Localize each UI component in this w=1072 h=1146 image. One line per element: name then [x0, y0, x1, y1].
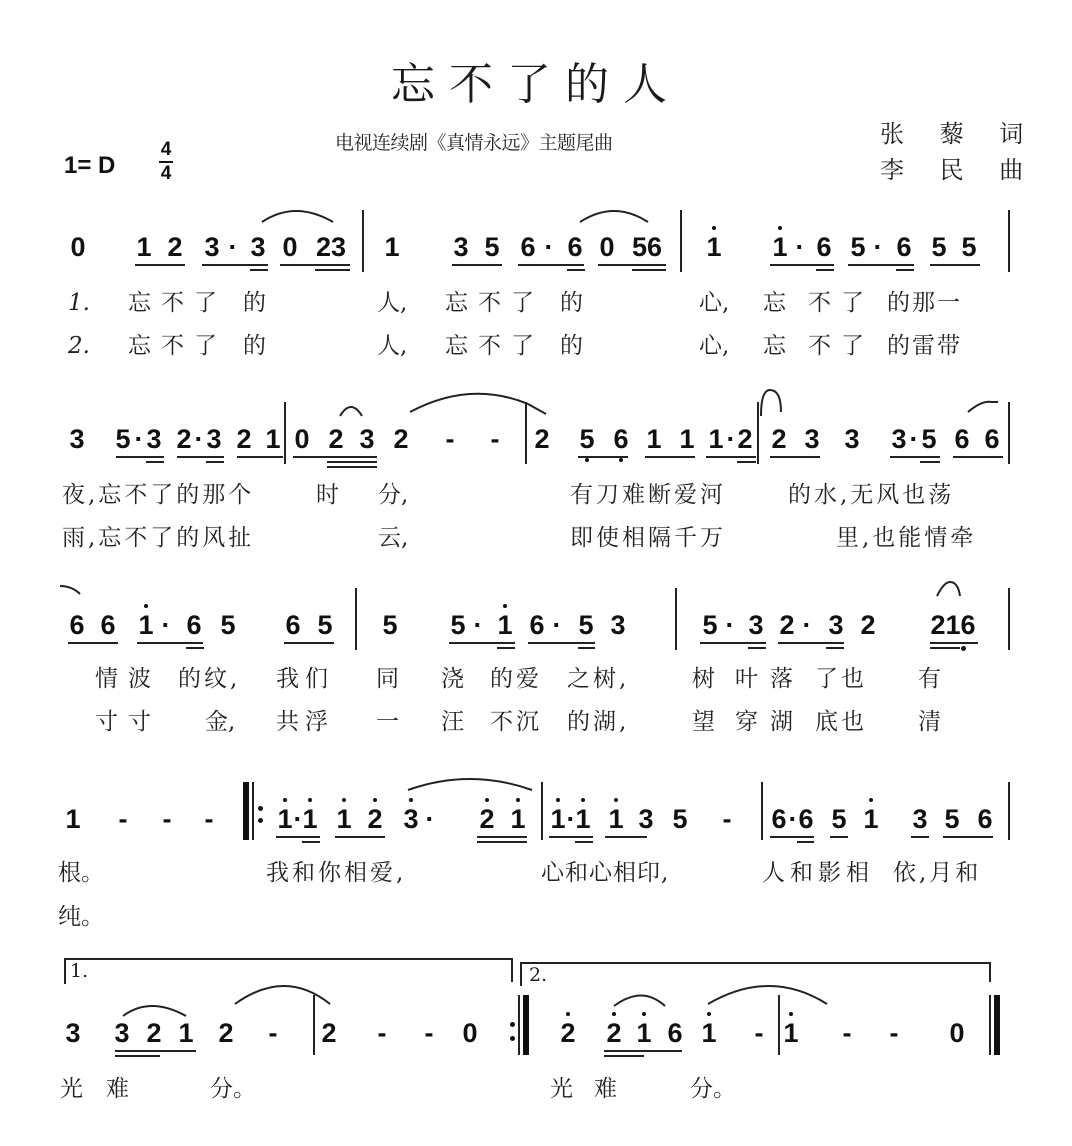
note-high: 1 — [509, 804, 527, 834]
note: 2 — [860, 610, 876, 640]
note: 23 — [315, 232, 347, 262]
note: 6 — [984, 424, 1000, 454]
note-low: 6 — [612, 424, 630, 454]
underline — [518, 264, 584, 266]
dash: - — [162, 804, 172, 834]
dot: · — [161, 610, 171, 640]
note: 2 — [779, 610, 795, 640]
dash: - — [424, 1018, 434, 1048]
volta-2-top — [520, 962, 990, 964]
dash: - — [204, 804, 214, 834]
barline — [525, 402, 527, 464]
underline — [575, 841, 593, 843]
barline — [284, 402, 286, 464]
underline — [930, 647, 960, 649]
underline — [115, 1055, 160, 1057]
lyric: 的 — [243, 290, 266, 316]
underline — [250, 269, 268, 271]
note: 3 — [610, 610, 626, 640]
underline — [477, 841, 527, 843]
underline — [830, 836, 848, 838]
dash: - — [842, 1018, 852, 1048]
note: 2 — [393, 424, 409, 454]
note: 3 — [250, 232, 266, 262]
note: 3 — [65, 1018, 81, 1048]
note: 0 — [282, 232, 298, 262]
underline — [202, 264, 268, 266]
note: 3 — [638, 804, 654, 834]
dash: - — [722, 804, 732, 834]
note: 1 — [265, 424, 281, 454]
dot: · — [566, 804, 576, 834]
note-high: 2 — [559, 1018, 577, 1048]
underline — [778, 642, 844, 644]
underline — [237, 456, 283, 458]
underline — [137, 642, 203, 644]
underline — [284, 642, 334, 644]
note: 3 — [804, 424, 820, 454]
underline — [632, 269, 666, 271]
underline — [280, 264, 350, 266]
time-signature — [156, 140, 176, 184]
repeat-end-thick — [523, 995, 529, 1055]
note: 3 — [844, 424, 860, 454]
underline — [477, 836, 527, 838]
note: 3 — [204, 232, 220, 262]
note: 1 — [65, 804, 81, 834]
note: 2 — [167, 232, 183, 262]
note-high: 2 — [366, 804, 384, 834]
underline — [706, 456, 756, 458]
note: 2 — [328, 424, 344, 454]
note-high: 1 — [574, 804, 592, 834]
note: 6 — [896, 232, 912, 262]
note: 6 — [771, 804, 787, 834]
lyric: 人, — [377, 290, 408, 316]
dot: · — [544, 232, 554, 262]
note: 2 — [321, 1018, 337, 1048]
note-group: 216 — [930, 610, 976, 640]
note: 6 — [954, 424, 970, 454]
underline — [943, 836, 993, 838]
lyric: 心, — [699, 333, 730, 359]
barline — [1008, 402, 1010, 464]
composer-credit: 李 民 曲 — [880, 156, 1038, 184]
note-high: 1 — [782, 1018, 800, 1048]
underline — [920, 461, 940, 463]
repeat-start-thick — [243, 782, 249, 840]
lyric: 穿湖 — [735, 709, 805, 735]
note: 0 — [294, 424, 310, 454]
barline — [778, 995, 780, 1055]
note: 5 — [672, 804, 688, 834]
underline — [953, 456, 1003, 458]
lyric: 金, — [205, 709, 236, 735]
dot: · — [228, 232, 238, 262]
dash: - — [268, 1018, 278, 1048]
lyric: 之树, — [567, 666, 630, 692]
barline — [757, 402, 759, 464]
note: 5 — [702, 610, 718, 640]
lyric: 寸寸 — [95, 709, 161, 735]
lyric: 依,月和 — [893, 860, 982, 886]
dash: - — [445, 424, 455, 454]
lyricist-credit: 张 藜 词 — [880, 120, 1038, 148]
lyric: 纯。 — [58, 904, 104, 930]
lyric: 心和心相印, — [541, 860, 670, 886]
lyric: 人和影相 — [762, 860, 874, 886]
note: 6 — [186, 610, 202, 640]
underline — [135, 264, 185, 266]
note: 5 — [220, 610, 236, 640]
lyric: 忘不了 — [128, 290, 227, 316]
note-high: 3 — [402, 804, 420, 834]
note: 0 — [70, 232, 86, 262]
note: 2 — [534, 424, 550, 454]
repeat-dot — [258, 806, 263, 811]
lyric: 叶落 — [735, 666, 805, 692]
note: 3 — [206, 424, 222, 454]
note-high: 1 — [301, 804, 319, 834]
lyric: 的 — [560, 333, 583, 359]
dot: · — [134, 424, 144, 454]
underline — [578, 456, 628, 458]
barline — [1008, 210, 1010, 272]
underline — [890, 456, 940, 458]
final-barline-thin — [989, 995, 991, 1055]
lyric: 有 — [918, 666, 941, 692]
note: 1 — [708, 424, 724, 454]
note: 5 — [850, 232, 866, 262]
barline — [1008, 588, 1010, 650]
lyric: 我和你相爱, — [266, 860, 407, 886]
score-subtitle: 电视连续剧《真情永远》主题尾曲 — [335, 132, 613, 154]
note: 3 — [912, 804, 928, 834]
note-high: 1 — [700, 1018, 718, 1048]
lyric: 我们 — [276, 666, 334, 692]
lyric: 光 — [60, 1076, 83, 1102]
note-high: 1 — [276, 804, 294, 834]
lyric: 忘 — [763, 290, 786, 316]
lyric: 的那一 — [887, 290, 962, 316]
dash: - — [889, 1018, 899, 1048]
underline — [497, 647, 515, 649]
note-high: 1 — [771, 232, 789, 262]
note-high: 1 — [635, 1018, 653, 1048]
underline — [452, 264, 502, 266]
note-low: 5 — [578, 424, 596, 454]
underline — [604, 1055, 644, 1057]
underline — [816, 269, 834, 271]
note: 3 — [69, 424, 85, 454]
underline — [567, 269, 585, 271]
lyric: 夜,忘不了的那个 — [62, 482, 255, 508]
lyric: 的 — [560, 290, 583, 316]
note: 5 — [831, 804, 847, 834]
lyric: 的水,无风也荡 — [788, 482, 955, 508]
underline — [146, 461, 164, 463]
underline — [115, 1050, 196, 1052]
lyric: 的爱 — [490, 666, 542, 692]
note-high: 1 — [335, 804, 353, 834]
note: 1 — [136, 232, 152, 262]
lyric: 人, — [377, 333, 408, 359]
underline — [700, 642, 766, 644]
underline — [528, 642, 595, 644]
underline — [930, 642, 978, 644]
lyric: 分。 — [690, 1076, 736, 1102]
repeat-start-thin — [252, 782, 254, 840]
lyric: 一 — [376, 709, 399, 735]
lyric: 光 — [550, 1076, 573, 1102]
underline — [770, 456, 820, 458]
note: 6 — [567, 232, 583, 262]
note: 1 — [679, 424, 695, 454]
note-high: 1 — [496, 610, 514, 640]
lyric: 时 — [316, 482, 339, 508]
note: 5 — [484, 232, 500, 262]
underline — [293, 456, 377, 458]
lyric: 浇 — [441, 666, 464, 692]
note: 3 — [748, 610, 764, 640]
lyric: 难 — [106, 1076, 129, 1102]
note: 5 — [961, 232, 977, 262]
underline — [930, 264, 980, 266]
score-title: 忘不了的人 — [391, 59, 681, 110]
final-barline-thick — [994, 995, 1000, 1055]
lyric: 底也 — [815, 709, 867, 735]
note: 5 — [578, 610, 594, 640]
lyric: 心, — [699, 290, 730, 316]
lyric: 有刀难断爱河 — [570, 482, 726, 508]
barline — [680, 210, 682, 272]
note: 5 — [317, 610, 333, 640]
underline — [748, 647, 766, 649]
dot: · — [795, 232, 805, 262]
note: 6 — [667, 1018, 683, 1048]
lyric: 雨,忘不了的风扯 — [62, 525, 255, 551]
lyric: 忘不了 — [128, 333, 227, 359]
dot: · — [726, 424, 736, 454]
underline — [896, 269, 914, 271]
underline — [645, 456, 695, 458]
repeat-dot — [258, 818, 263, 823]
underline — [335, 836, 385, 838]
note: 5 — [115, 424, 131, 454]
barline — [313, 995, 315, 1055]
underline — [116, 456, 164, 458]
underline — [737, 461, 756, 463]
time-sig-numerator: 4 — [160, 139, 172, 160]
note: 3 — [114, 1018, 130, 1048]
dot: · — [725, 610, 735, 640]
note: 6 — [69, 610, 85, 640]
note-high: 1 — [137, 610, 155, 640]
rest: 0 — [462, 1018, 478, 1048]
underline — [770, 264, 834, 266]
underline — [797, 841, 814, 843]
note: 5 — [450, 610, 466, 640]
note: 6 — [977, 804, 993, 834]
lyric: 共浮 — [276, 709, 334, 735]
lyric: 的湖, — [567, 709, 630, 735]
note-high: 1 — [862, 804, 880, 834]
underline — [826, 647, 844, 649]
lyric: 情波 — [95, 666, 161, 692]
note: 6 — [520, 232, 536, 262]
underline — [598, 264, 666, 266]
note: 1 — [178, 1018, 194, 1048]
note: 0 — [599, 232, 615, 262]
note-high: 2 — [605, 1018, 623, 1048]
dash: - — [754, 1018, 764, 1048]
dash: - — [490, 424, 500, 454]
lyric: 云, — [378, 525, 409, 551]
underline — [449, 642, 515, 644]
note: 3 — [359, 424, 375, 454]
barline — [1008, 782, 1010, 840]
note: 2 — [737, 424, 753, 454]
lyric: 里,也能情牵 — [836, 525, 977, 551]
underline — [206, 461, 224, 463]
underline — [604, 1050, 682, 1052]
note: 5 — [931, 232, 947, 262]
note-high: 2 — [478, 804, 496, 834]
volta-1-top — [64, 958, 512, 960]
dot: · — [802, 610, 812, 640]
note: 1 — [384, 232, 400, 262]
barline — [355, 588, 357, 650]
underline — [186, 647, 204, 649]
repeat-end-thin — [518, 995, 520, 1055]
underline — [276, 836, 320, 838]
dash: - — [118, 804, 128, 834]
rest: 0 — [949, 1018, 965, 1048]
note: 2 — [146, 1018, 162, 1048]
underline — [578, 647, 595, 649]
lyric: 的 — [243, 333, 266, 359]
time-sig-denominator: 4 — [160, 163, 172, 184]
lyric: 的纹, — [178, 666, 241, 692]
lyric: 忘 — [763, 333, 786, 359]
volta-2-left — [520, 962, 522, 986]
lyric: 根。 — [58, 860, 104, 886]
underline — [177, 456, 224, 458]
lyric: 清 — [918, 709, 941, 735]
dash: - — [377, 1018, 387, 1048]
dot: · — [909, 424, 919, 454]
underline — [68, 642, 118, 644]
verse-number: 2. — [68, 333, 90, 359]
underline — [549, 836, 593, 838]
volta-2-label: 2. — [529, 964, 548, 986]
barline — [761, 782, 763, 840]
note: 56 — [631, 232, 663, 262]
note: 6 — [816, 232, 832, 262]
lyric: 不了 — [808, 290, 874, 316]
dot: · — [194, 424, 204, 454]
note: 2 — [176, 424, 192, 454]
lyric: 难 — [594, 1076, 617, 1102]
volta-1-label: 1. — [70, 960, 89, 982]
barline — [541, 782, 543, 840]
note: 2 — [236, 424, 252, 454]
underline — [327, 466, 377, 468]
note: 3 — [453, 232, 469, 262]
barline — [675, 588, 677, 650]
lyric: 树 — [692, 666, 715, 692]
lyric: 忘不了 — [445, 333, 544, 359]
volta-1-right — [511, 958, 513, 982]
key-signature: 1= D — [64, 152, 116, 179]
volta-2-right — [989, 962, 991, 982]
dot: · — [873, 232, 883, 262]
lyric: 的雷带 — [887, 333, 962, 359]
lyric: 不了 — [808, 333, 874, 359]
lyric: 分。 — [210, 1076, 256, 1102]
underline — [605, 836, 647, 838]
underline — [327, 461, 377, 463]
note: 6 — [285, 610, 301, 640]
note: 2 — [771, 424, 787, 454]
lyric: 不沉 — [490, 709, 542, 735]
lyric: 忘不了 — [445, 290, 544, 316]
dot: · — [293, 804, 303, 834]
note: 1 — [646, 424, 662, 454]
note-high: 1 — [549, 804, 567, 834]
note-high: 1 — [705, 232, 723, 262]
note: 5 — [944, 804, 960, 834]
underline — [770, 836, 814, 838]
lyric: 了也 — [815, 666, 867, 692]
note: 5 — [382, 610, 398, 640]
lyric: 分, — [378, 482, 409, 508]
note: 3 — [828, 610, 844, 640]
lyric: 同 — [376, 666, 399, 692]
note: 3 — [146, 424, 162, 454]
note: 6 — [529, 610, 545, 640]
underline — [911, 836, 929, 838]
lyric: 望 — [692, 709, 715, 735]
volta-1-left — [64, 958, 66, 984]
barline — [362, 210, 364, 272]
dot: · — [552, 610, 562, 640]
note-high: 1 — [607, 804, 625, 834]
repeat-dot — [510, 1022, 515, 1027]
underline — [848, 264, 914, 266]
note: 5 — [921, 424, 937, 454]
repeat-dot — [510, 1036, 515, 1041]
dot: · — [473, 610, 483, 640]
dot: · — [425, 804, 435, 834]
note: 6 — [798, 804, 814, 834]
lyric: 汪 — [441, 709, 464, 735]
lyric: 即使相隔千万 — [570, 525, 726, 551]
verse-number: 1. — [68, 290, 90, 316]
underline — [302, 841, 320, 843]
low-octave-dot — [961, 646, 966, 651]
note: 2 — [218, 1018, 234, 1048]
underline — [315, 269, 350, 271]
note: 6 — [100, 610, 116, 640]
dot: · — [788, 804, 798, 834]
note: 3 — [891, 424, 907, 454]
